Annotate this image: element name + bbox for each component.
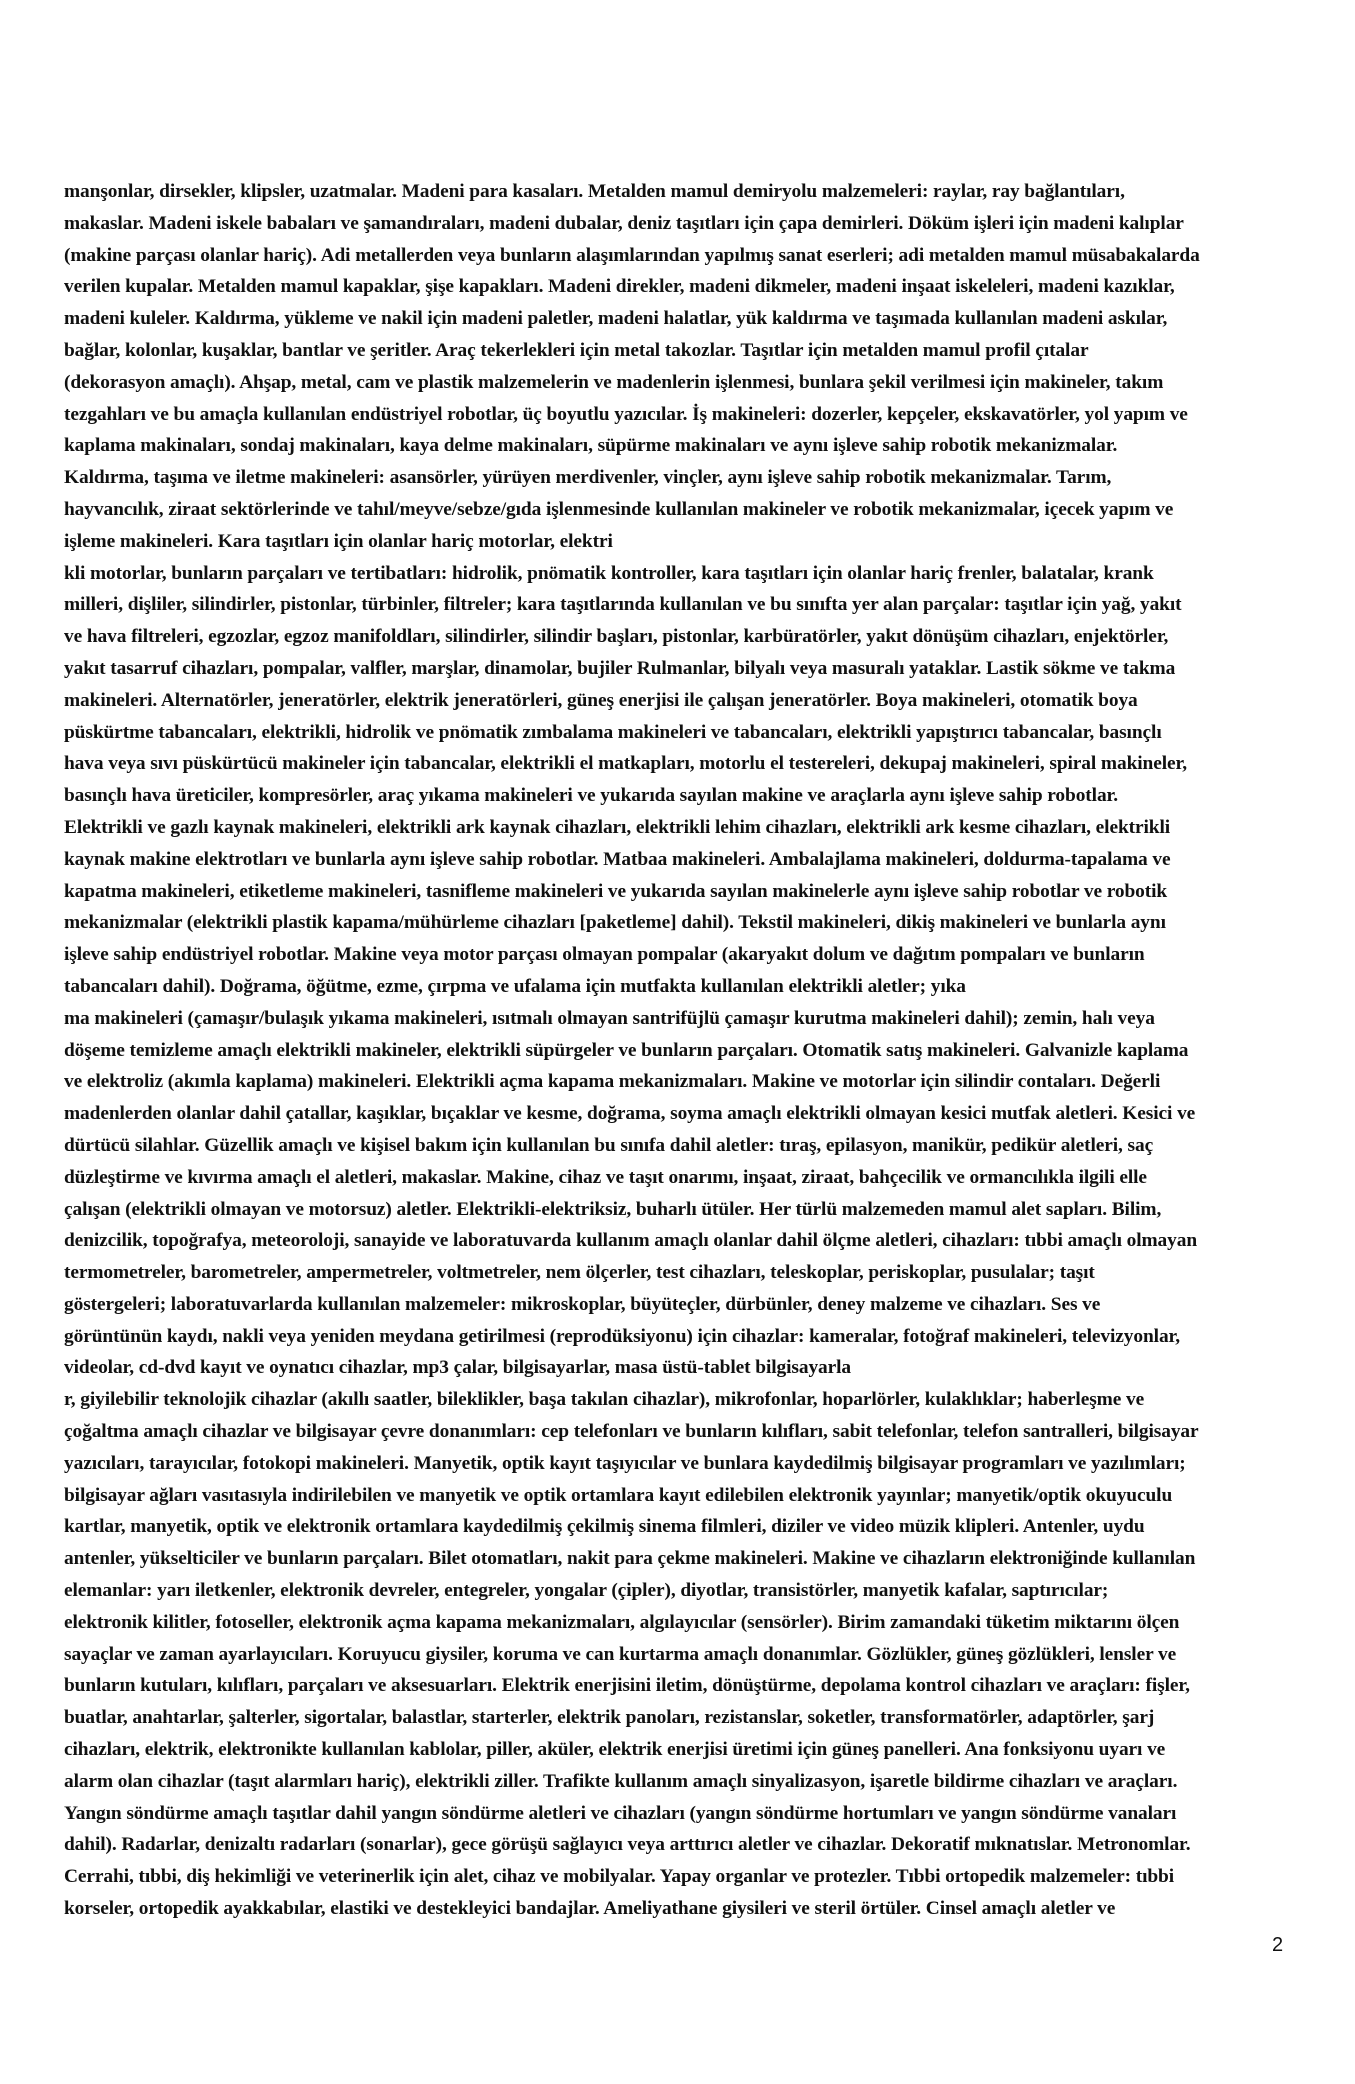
text-line: ve elektroliz (akımla kaplama) makineleri. Elektrikli açma kapama mekanizmaları. Makine ve motorlar için silindir contaları. Değerli xyxy=(64,1071,1161,1093)
text-line: makaslar. Madeni iskele babaları ve şamandıraları, madeni dubalar, deniz taşıtları için çapa demirleri. Döküm işleri için madeni kalıplar xyxy=(64,212,1184,234)
text-line: elemanlar: yarı iletkenler, elektronik devreler, entegreler, yongalar (çipler), diyotlar, transistörler, manyetik kafalar, saptırıcılar; xyxy=(64,1580,1109,1602)
text-line: dahil). Radarlar, denizaltı radarları (sonarlar), gece görüşü sağlayıcı veya arttırıcı aletler ve cihazlar. Dekoratif mıknatıslar. Metronomlar. xyxy=(64,1834,1191,1856)
text-line: dürtücü silahlar. Güzellik amaçlı ve kişisel bakım için kullanılan bu sınıfa dahil aletler: tıraş, epilasyon, manikür, pedikür aletleri, saç xyxy=(64,1134,1154,1156)
text-line: makineleri. Alternatörler, jeneratörler, elektrik jeneratörleri, güneş enerjisi ile çalışan jeneratörler. Boya makineleri, otomatik boya xyxy=(64,689,1138,711)
text-line: (dekorasyon amaçlı). Ahşap, metal, cam ve plastik malzemelerin ve madenlerin işlenmesi, bunlara şekil verilmesi için makineler, takım xyxy=(64,371,1164,393)
text-line: cihazları, elektrik, elektronikte kullanılan kablolar, piller, aküler, elektrik enerjisi üretimi için güneş panelleri. Ana fonksiyonu uyarı ve xyxy=(64,1739,1166,1761)
text-line: görüntünün kaydı, nakli veya yeniden meydana getirilmesi (reprodüksiyonu) için cihazlar: kameralar, fotoğraf makineleri, televizyonlar, xyxy=(64,1325,1181,1347)
text-line: verilen kupalar. Metalden mamul kapaklar, şişe kapakları. Madeni direkler, madeni dikmeler, madeni inşaat iskeleleri, madeni kazıklar, xyxy=(64,276,1175,298)
page-number: 2 xyxy=(1272,1934,1284,1956)
text-line: videolar, cd-dvd kayıt ve oynatıcı cihazlar, mp3 çalar, bilgisayarlar, masa üstü-tablet bilgisayarla xyxy=(64,1357,852,1379)
text-line: elektronik kilitler, fotoseller, elektronik açma kapama mekanizmaları, algılayıcılar (sensörler). Birim zamandaki tüketim miktarını ölçen xyxy=(64,1611,1180,1633)
text-line: manşonlar, dirsekler, klipsler, uzatmalar. Madeni para kasaları. Metalden mamul demiryolu malzemeleri: raylar, ray bağlantıları, xyxy=(64,181,1125,202)
text-line: yazıcıları, tarayıcılar, fotokopi makineleri. Manyetik, optik kayıt taşıyıcılar ve bunlara kaydedilmiş bilgisayar programları ve yazılımları; xyxy=(64,1452,1186,1474)
text-line: Yangın söndürme amaçlı taşıtlar dahil yangın söndürme aletleri ve cihazları (yangın söndürme hortumları ve yangın söndürme vanaları xyxy=(64,1802,1177,1824)
text-line: kli motorlar, bunların parçaları ve tertibatları: hidrolik, pnömatik kontroller, kara taşıtları için olanlar hariç frenler, balatalar, krank xyxy=(64,562,1154,584)
text-line: yakıt tasarruf cihazları, pompalar, valfler, marşlar, dinamolar, bujiler Rulmanlar, bilyalı veya masuralı yataklar. Lastik sökme ve takma xyxy=(64,657,1176,679)
text-line: r, giyilebilir teknolojik cihazlar (akıllı saatler, bileklikler, başa takılan cihazlar), mikrofonlar, hoparlörler, kulaklıklar; haberleşme ve xyxy=(64,1389,1145,1411)
text-line: ve hava filtreleri, egzozlar, egzoz manifoldları, silindirler, silindir başları, pistonlar, karbüratörler, yakıt dönüşüm cihazları, enjektörler, xyxy=(64,626,1169,648)
text-line: çoğaltma amaçlı cihazlar ve bilgisayar çevre donanımları: cep telefonları ve bunların kılıfları, sabit telefonlar, telefon santralleri, bilgisayar xyxy=(64,1421,1199,1443)
text-line: tezgahları ve bu amaçla kullanılan endüstriyel robotlar, üç boyutlu yazıcılar. İş makineleri: dozerler, kepçeler, ekskavatörler, yol yapım ve xyxy=(64,403,1188,425)
text-line: alarm olan cihazlar (taşıt alarmları hariç), elektrikli ziller. Trafikte kullanım amaçlı sinyalizasyon, işaretle bildirme cihazları ve araçları. xyxy=(64,1770,1178,1792)
text-line: püskürtme tabancaları, elektrikli, hidrolik ve pnömatik zımbalama makineleri ve tabancaları, elektrikli yapıştırıcı tabancalar, basınçlı xyxy=(64,721,1162,743)
text-line: Cerrahi, tıbbi, diş hekimliği ve veterinerlik için alet, cihaz ve mobilyalar. Yapay organlar ve protezler. Tıbbi ortopedik malzemeler: tıbbi xyxy=(64,1866,1175,1888)
text-line: göstergeleri; laboratuvarlarda kullanılan malzemeler: mikroskoplar, büyüteçler, dürbünler, deney malzeme ve cihazları. Ses ve xyxy=(64,1293,1101,1315)
text-line: kaplama makinaları, sondaj makinaları, kaya delme makinaları, süpürme makinaları ve aynı işleve sahip robotik mekanizmalar. xyxy=(64,435,1118,457)
text-line: basınçlı hava üreticiler, kompresörler, araç yıkama makineleri ve yukarıda sayılan makine ve araçlarla aynı işleve sahip robotlar. xyxy=(64,785,1119,807)
text-line: ma makineleri (çamaşır/bulaşık yıkama makineleri, ısıtmalı olmayan santrifüjlü çamaşır kurutma makineleri dahil); zemin, halı veya xyxy=(64,1007,1155,1029)
text-line: bunların kutuları, kılıfları, parçaları ve aksesuarları. Elektrik enerjisini iletim, dönüştürme, depolama kontrol cihazları ve araçları: fişler, xyxy=(64,1675,1190,1697)
text-line: işleme makineleri. Kara taşıtları için olanlar hariç motorlar, elektri xyxy=(64,530,613,552)
text-line: bağlar, kolonlar, kuşaklar, bantlar ve şeritler. Araç tekerlekleri için metal takozlar. Taşıtlar için metalden mamul profil çıtalar xyxy=(64,339,1089,361)
text-line: düzleştirme ve kıvırma amaçlı el aletleri, makaslar. Makine, cihaz ve taşıt onarımı, inşaat, ziraat, bahçecilik ve ormancılıkla ilgili elle xyxy=(64,1166,1147,1188)
text-line: korseler, ortopedik ayakkabılar, elastiki ve destekleyici bandajlar. Ameliyathane giysileri ve steril örtüler. Cinsel amaçlı aletler ve xyxy=(64,1898,1116,1920)
text-line: hava veya sıvı püskürtücü makineler için tabancalar, elektrikli el matkapları, motorlu el testereleri, dekupaj makineleri, spiral makineler, xyxy=(64,753,1188,775)
text-line: buatlar, anahtarlar, şalterler, sigortalar, balastlar, starterler, elektrik panoları, rezistanslar, soketler, transformatörler, adaptörler, şarj xyxy=(64,1707,1155,1729)
text-line: (makine parçası olanlar hariç). Adi metallerden veya bunların alaşımlarından yapılmış sanat eserleri; adi metalden mamul müsabakalarda xyxy=(64,244,1200,266)
text-line: işleve sahip endüstriyel robotlar. Makine veya motor parçası olmayan pompalar (akaryakıt dolum ve dağıtım pompaları ve bunların xyxy=(64,944,1145,966)
text-line: çalışan (elektrikli olmayan ve motorsuz) aletler. Elektrikli-elektriksiz, buharlı ütüler. Her türlü malzemeden mamul alet sapları. Bilim, xyxy=(64,1198,1162,1220)
text-line: döşeme temizleme amaçlı elektrikli makineler, elektrikli süpürgeler ve bunların parçaları. Otomatik satış makineleri. Galvanizle kaplama xyxy=(64,1039,1189,1061)
text-line: Kaldırma, taşıma ve iletme makineleri: asansörler, yürüyen merdivenler, vinçler, aynı işleve sahip robotik mekanizmalar. Tarım, xyxy=(64,467,1112,489)
text-line: termometreler, barometreler, ampermetreler, voltmetreler, nem ölçerler, test cihazları, teleskoplar, periskoplar, pusulalar; taşıt xyxy=(64,1262,1095,1284)
text-line: madenlerden olanlar dahil çatallar, kaşıklar, bıçaklar ve kesme, doğrama, soyma amaçlı elektrikli olmayan kesici mutfak aletleri. Kesici ve xyxy=(64,1103,1196,1125)
text-line: Elektrikli ve gazlı kaynak makineleri, elektrikli ark kaynak cihazları, elektrikli lehim cihazları, elektrikli ark kesme cihazları, elektrikli xyxy=(64,816,1171,838)
text-line: antenler, yükselticiler ve bunların parçaları. Bilet otomatları, nakit para çekme makineleri. Makine ve cihazların elektroniğinde kullanılan xyxy=(64,1548,1196,1570)
text-line: mekanizmalar (elektrikli plastik kapama/mühürleme cihazları [paketleme] dahil). Tekstil makineleri, dikiş makineleri ve bunlarla aynı xyxy=(64,912,1166,934)
text-line: kartlar, manyetik, optik ve elektronik ortamlara kaydedilmiş çekilmiş sinema filmleri, diziler ve video müzik klipleri. Antenler, uydu xyxy=(64,1516,1145,1538)
text-line: hayvancılık, ziraat sektörlerinde ve tahıl/meyve/sebze/gıda işlenmesinde kullanılan makineler ve robotik mekanizmalar, içecek yapım ve xyxy=(64,498,1174,520)
text-line: denizcilik, topoğrafya, meteoroloji, sanayide ve laboratuvarda kullanım amaçlı olanlar dahil ölçme aletleri, cihazları: tıbbi amaçlı olmayan xyxy=(64,1230,1198,1252)
text-line: tabancaları dahil). Doğrama, öğütme, ezme, çırpma ve ufalama için mutfakta kullanılan elektrikli aletler; yıka xyxy=(64,975,966,997)
text-line: kapatma makineleri, etiketleme makineleri, tasnifleme makineleri ve yukarıda sayılan makinelerle aynı işleve sahip robotlar ve robotik xyxy=(64,880,1168,902)
text-line: madeni kuleler. Kaldırma, yükleme ve nakil için madeni paletler, madeni halatlar, yük kaldırma ve taşımada kullanılan madeni askılar, xyxy=(64,308,1168,330)
text-line: milleri, dişliler, silindirler, pistonlar, türbinler, filtreler; kara taşıtlarında kullanılan ve bu sınıfta yer alan parçalar: taşıtlar için yağ, yakıt xyxy=(64,594,1182,616)
text-line: bilgisayar ağları vasıtasıyla indirilebilen ve manyetik ve optik ortamlara kayıt edilebilen elektronik yayınlar; manyetik/optik okuyuculu xyxy=(64,1484,1173,1506)
text-line: kaynak makine elektrotları ve bunlarla aynı işleve sahip robotlar. Matbaa makineleri. Ambalajlama makineleri, doldurma-tapalama ve xyxy=(64,848,1171,870)
text-line: sayaçlar ve zaman ayarlayıcıları. Koruyucu giysiler, koruma ve can kurtarma amaçlı donanımlar. Gözlükler, güneş gözlükleri, lensler ve xyxy=(64,1643,1177,1665)
body-text xyxy=(64,176,1296,1925)
